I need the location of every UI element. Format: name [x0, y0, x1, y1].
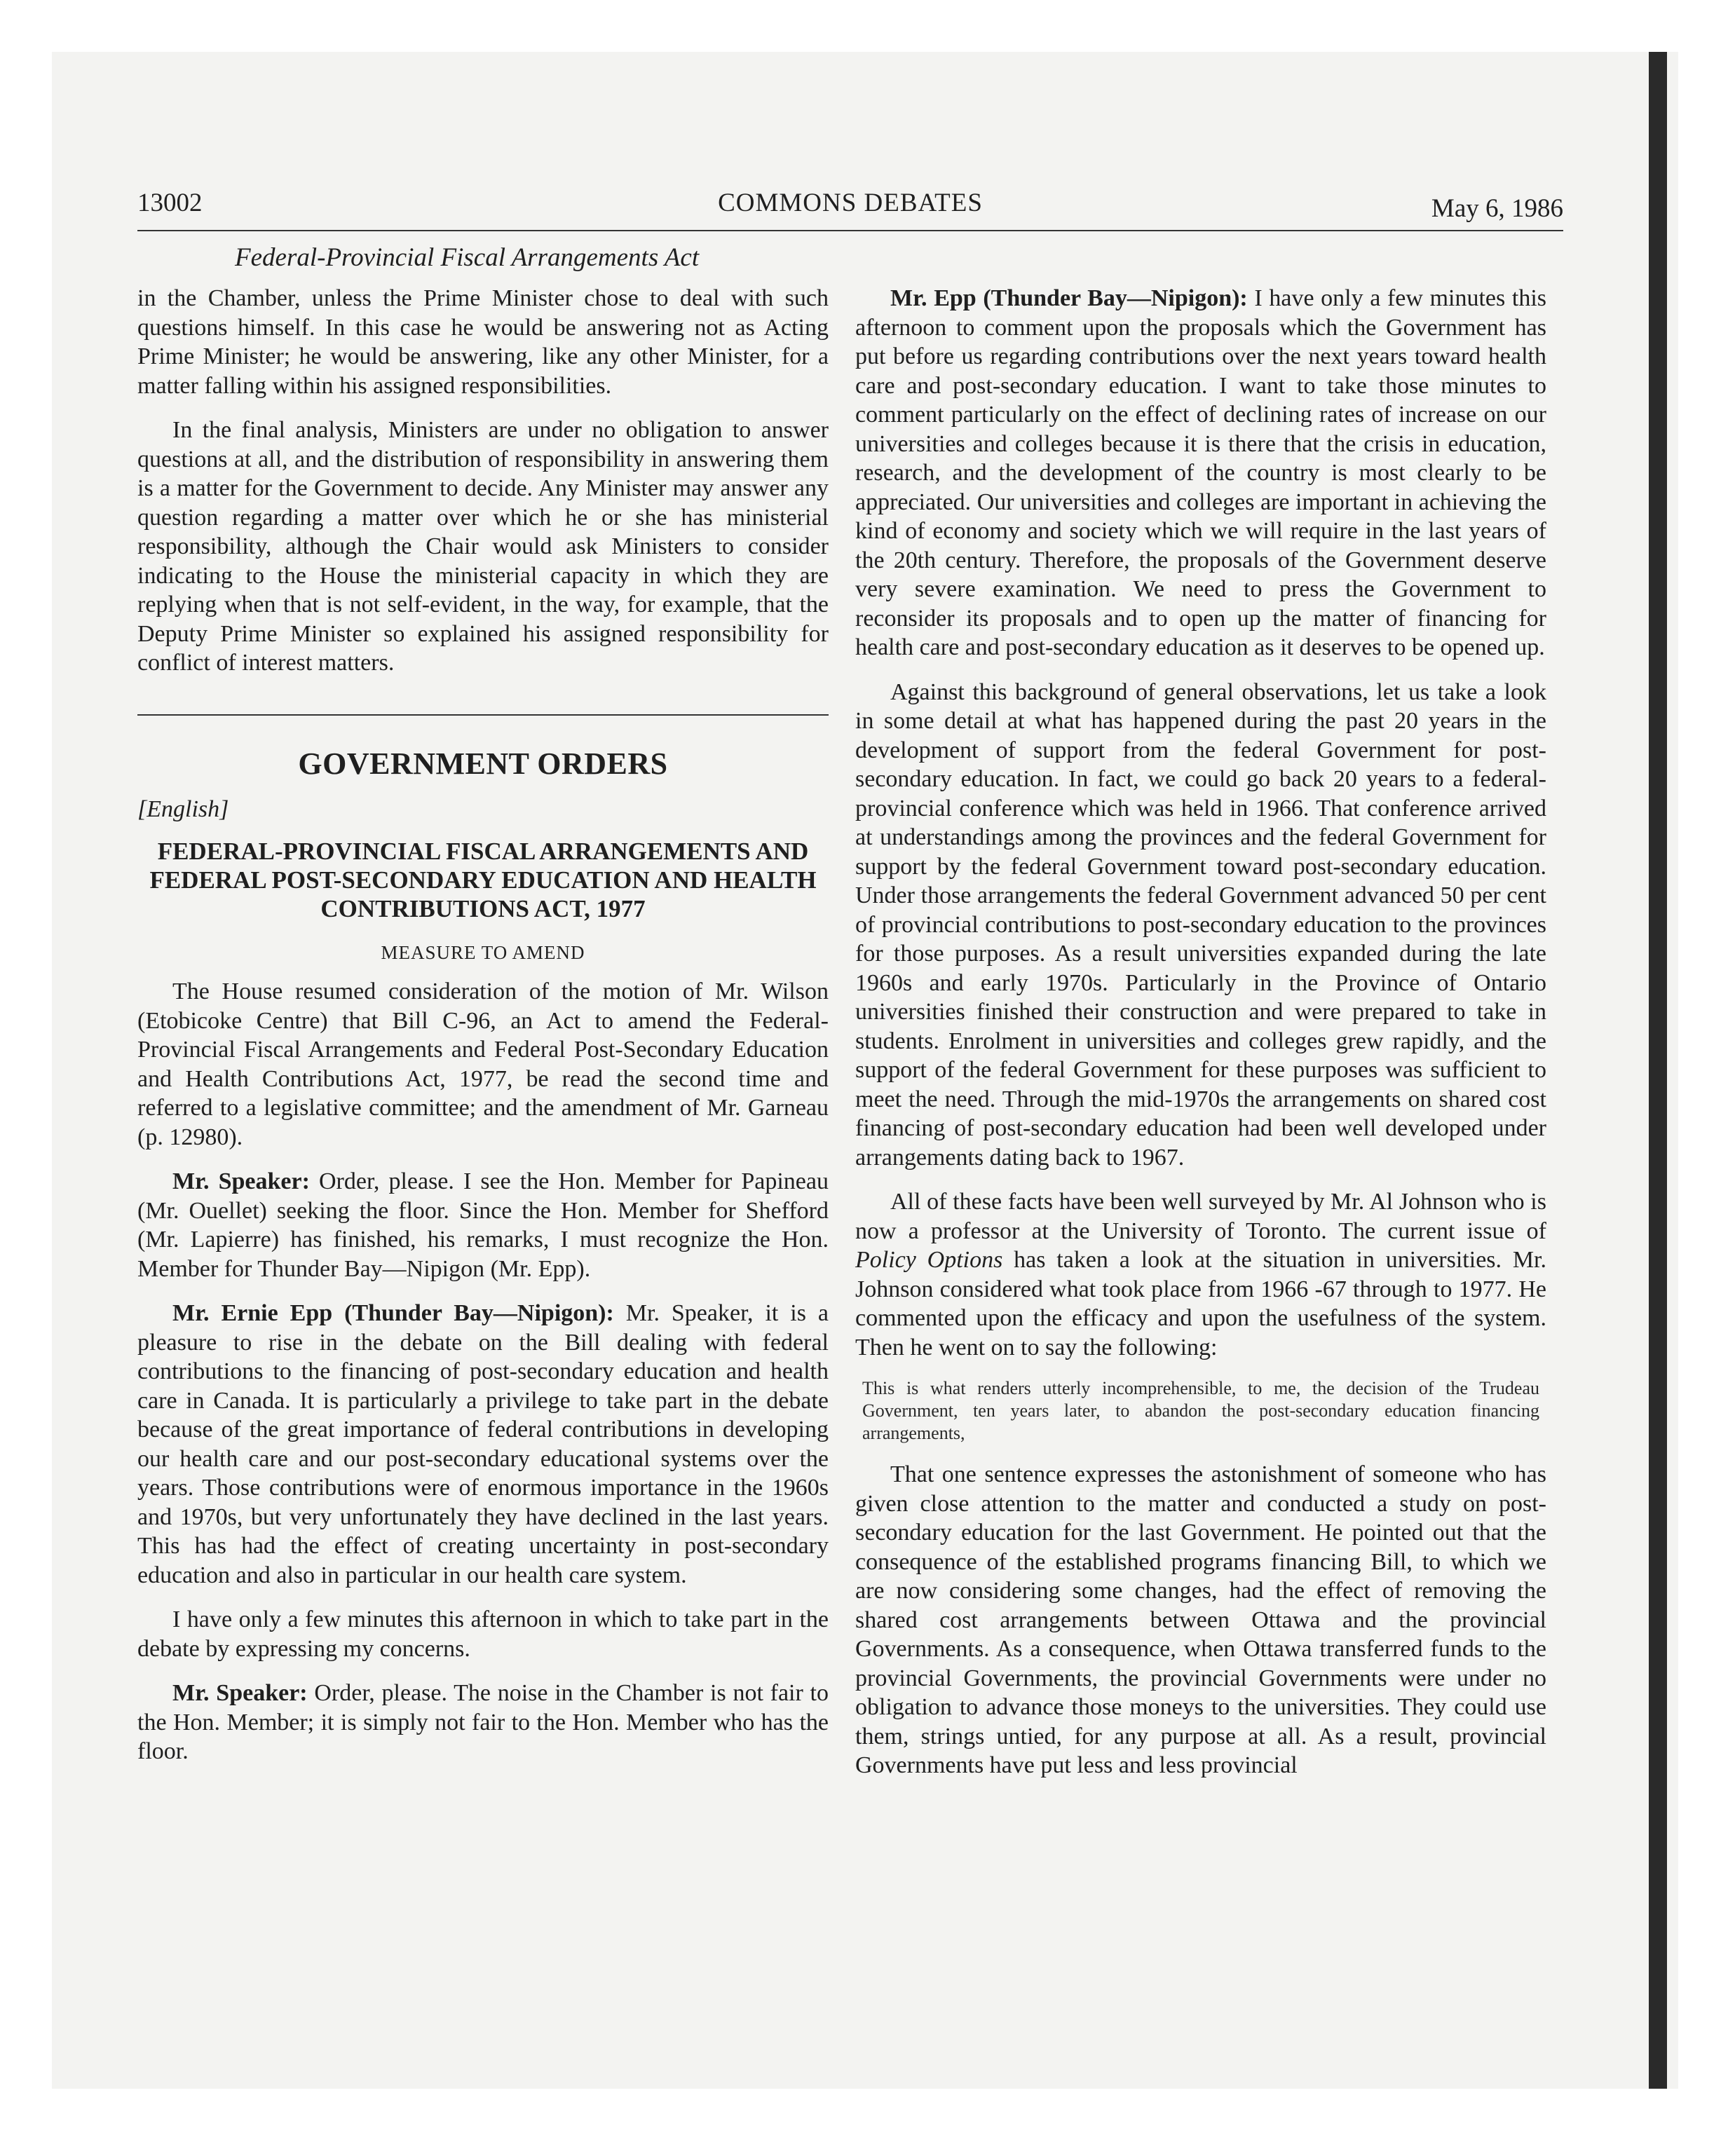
speaker-name: Mr. Epp (Thunder Bay—Nipigon): — [890, 285, 1248, 311]
bill-title: FEDERAL-PROVINCIAL FISCAL ARRANGEMENTS AND FEDERAL POST-SECONDARY EDUCATION AND HEALTH CONTRIBUTIONS ACT, 1977 — [149, 837, 817, 922]
speaker-name: Mr. Speaker: — [172, 1168, 310, 1194]
paragraph: in the Chamber, unless the Prime Minister chose to deal with such questions himself. In this case he would be answering not as Acting Prime Minister; he would be answering, like any other Minister, for a matter falling within his assigned responsibilities. — [137, 285, 829, 399]
speech-text: Order, please. I see the Hon. Member for Papineau (Mr. Ouellet) seeking the floor. Since the Hon. Member for Shefford (Mr. Lapierre) has finished, his remarks, I must recognize the Hon. Member for Thunder Bay—Nipigon (Mr. Epp). — [137, 1168, 829, 1282]
paragraph: I have only a few minutes this afternoon in which to take part in the debate by expressing my concerns. — [137, 1606, 829, 1662]
paragraph: Against this background of general observations, let us take a look in some detail at what has happened during the past 20 years in the development of support from the federal Government for post-secondary education. In fact, we could go back 20 years to a federal-provincial conference which was held in 1966. That conference arrived at understandings among the provinces and the federal Government for support by the federal Government toward post-secondary education. Under those arrangements the federal Government advanced 50 per cent of provincial contributions to post-secondary education to the provinces for those purposes. As a result universities expanded during the late 1960s and early 1970s. Particularly in the Province of Ontario universities finished their construction and were prepared to take in students. Enrolment in universities and colleges grew rapidly, and the support of the federal Government for these purposes was sufficient to meet the need. Through the mid-1970s the arrangements on shared cost financing of post-secondary education had been well developed under arrangements dating back to 1967. — [855, 678, 1546, 1171]
left-column — [137, 284, 829, 1782]
paragraph — [855, 1187, 1546, 1362]
paragraph — [137, 1299, 829, 1590]
paragraph — [855, 284, 1546, 662]
measure-subheading: MEASURE TO AMEND — [381, 941, 585, 963]
speaker-name: Mr. Speaker: — [172, 1680, 308, 1706]
section-divider — [137, 714, 829, 716]
binding-edge — [1649, 52, 1667, 2089]
speech-text: has taken a look at the situation in universities. Mr. Johnson considered what took place from 1966 -67 through to 1977. He commented upon the efficacy and upon the usefulness of the system. Then he went on to say the following: — [855, 1247, 1546, 1360]
block-quote: This is what renders utterly incomprehensible, to me, the decision of the Trudeau Government, ten years later, to abandon the post-secondary education financing arrangements, — [862, 1378, 1539, 1443]
right-column — [855, 284, 1546, 1796]
speaker-name: Mr. Ernie Epp (Thunder Bay—Nipigon): — [172, 1300, 614, 1326]
page-header — [137, 188, 1563, 231]
speech-text: Mr. Speaker, it is a pleasure to rise in the debate on the Bill dealing with federal contributions to the financing of post-secondary education and health care in Canada. It is particularly a privilege to take part in the debate because of the great importance of federal contributions in developing our health care and our post-secondary educational systems over the years. Those contributions were of enormous importance in the 1960s and 1970s, but very unfortunately they have declined in the last years. This has had the effect of creating uncertainty in post-secondary education and also in particular in our health care system. — [137, 1300, 829, 1588]
publication-name: Policy Options — [855, 1247, 1003, 1273]
publication-title: COMMONS DEBATES — [718, 189, 983, 217]
publication-date: May 6, 1986 — [1431, 194, 1563, 223]
paragraph: That one sentence expresses the astonishment of someone who has given close attention to the matter and conducted a study on post-secondary education for the last Government. He pointed out that the consequence of the established programs financing Bill, to which we are now considering some changes, had the effect of removing the shared cost arrangements between Ottawa and the provincial Governments. As a consequence, when Ottawa transferred funds to the provincial Governments, the provincial Governments were under no obligation to advance those moneys to the universities. They could use them, strings untied, for any purpose at all. As a result, provincial Governments have put less and less provincial — [855, 1461, 1546, 1778]
paragraph: The House resumed consideration of the motion of Mr. Wilson (Etobicoke Centre) that Bill C-96, an Act to amend the Federal-Provincial Fiscal Arrangements and Federal Post-Secondary Education and Health Contributions Act, 1977, be read the second time and referred to a legislative committee; and the amendment of Mr. Garneau (p. 12980). — [137, 978, 829, 1150]
speech-text: All of these facts have been well surveyed by Mr. Al Johnson who is now a professor at the University of Toronto. The current issue of — [855, 1189, 1546, 1244]
paragraph — [137, 1167, 829, 1283]
speech-text: Order, please. The noise in the Chamber is not fair to the Hon. Member; it is simply not fair to the Hon. Member who has the floor. — [137, 1680, 829, 1764]
language-marker: [English] — [137, 796, 229, 822]
section-heading: GOVERNMENT ORDERS — [298, 746, 668, 781]
running-head: Federal-Provincial Fiscal Arrangements Act — [235, 243, 700, 272]
page-number: 13002 — [137, 189, 203, 217]
paragraph: In the final analysis, Ministers are under no obligation to answer questions at all, and the distribution of responsibility in answering them is a matter for the Government to decide. Any Minister may answer any question regarding a matter over which he or she has ministerial responsibility, although the Chair would ask Ministers to consider indicating to the House the ministerial capacity in which they are replying when that is not self-evident, in the way, for example, that the Deputy Prime Minister so explained his assigned responsibility for conflict of interest matters. — [137, 417, 829, 676]
paragraph — [137, 1679, 829, 1766]
speech-text: I have only a few minutes this afternoon to comment upon the proposals which the Government has put before us regarding contributions over the next years toward health care and post-secondary education. I want to take those minutes to comment particularly on the effect of declining rates of increase on our universities and colleges because it is there that the crisis in education, research, and the development of the country is most clearly to be appreciated. Our universities and colleges are important in achieving the kind of economy and society which we will require in the last years of the 20th century. Therefore, the proposals of the Government deserve very severe examination. We need to press the Government to reconsider its proposals and to open up the matter of financing for health care and post-secondary education as it deserves to be opened up. — [855, 285, 1546, 660]
